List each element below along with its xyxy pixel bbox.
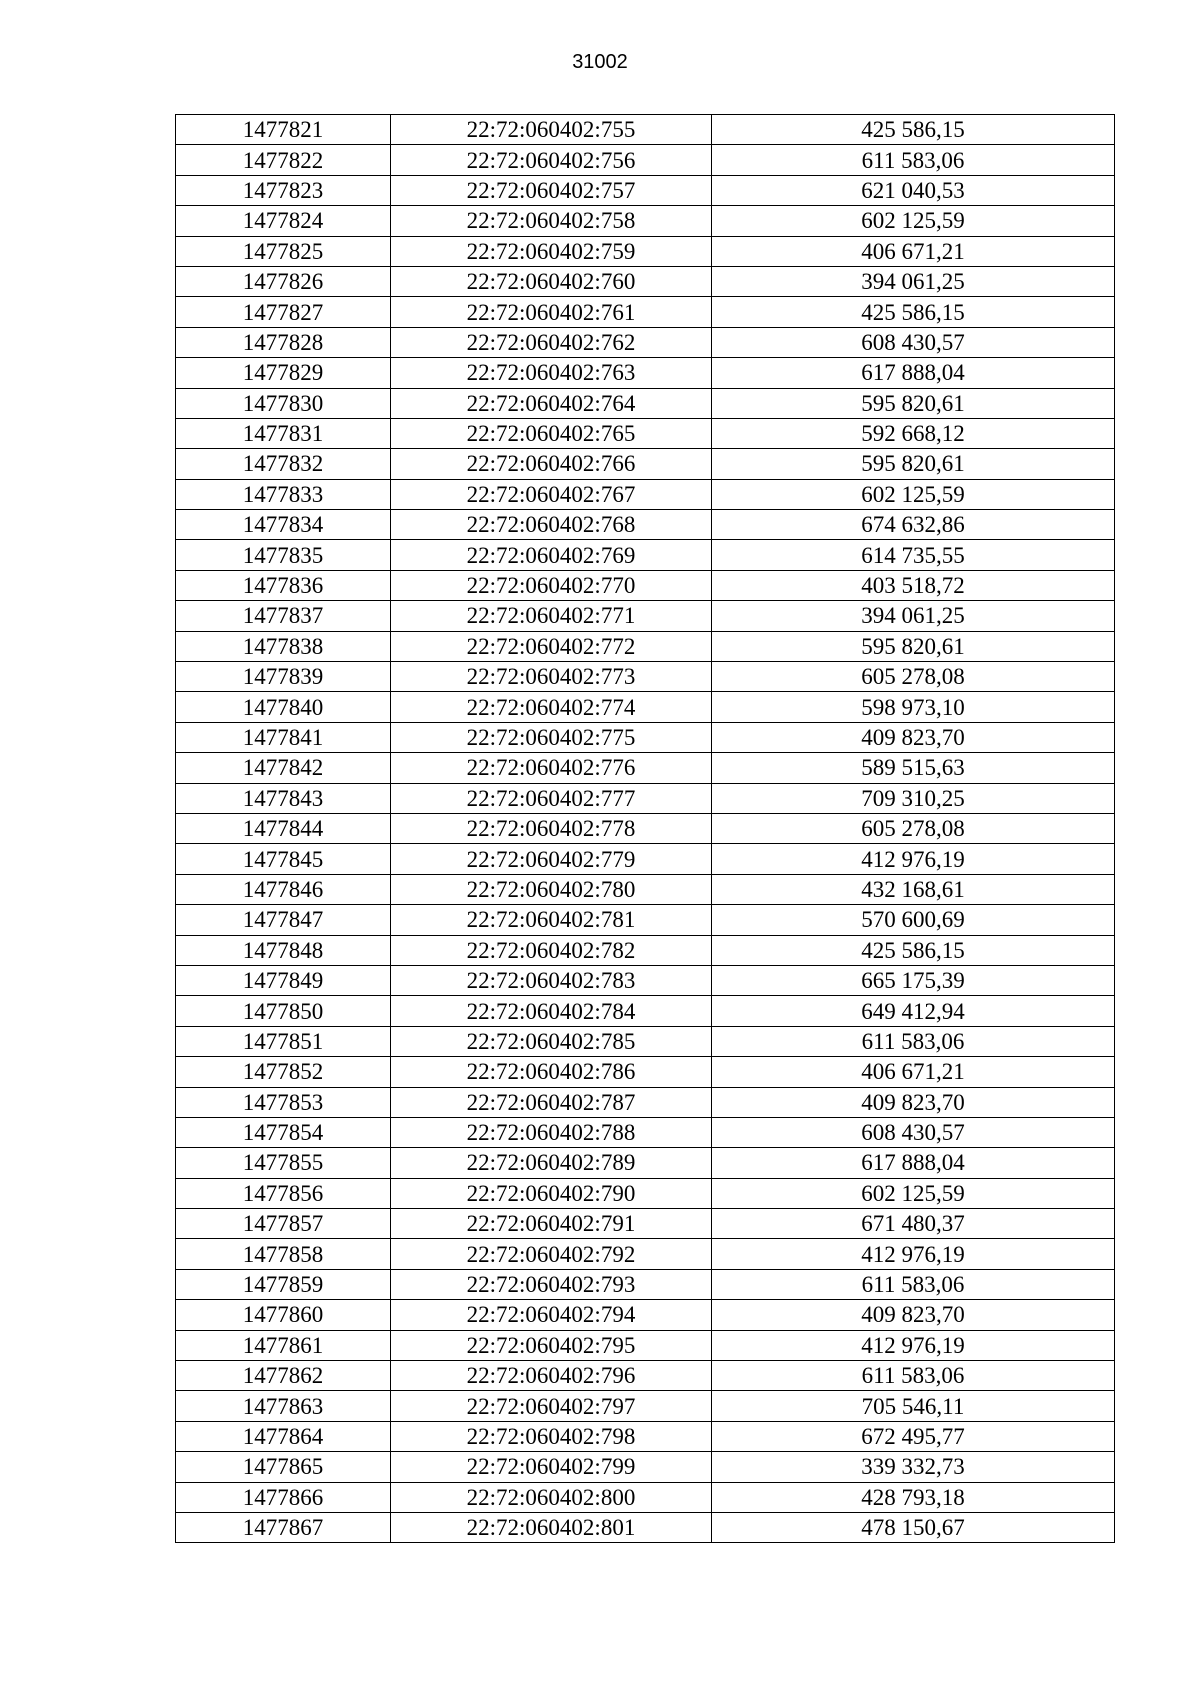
table-row <box>176 115 1115 145</box>
table-row <box>176 206 1115 236</box>
value-cell: 339 332,73 <box>712 1452 1115 1482</box>
cadastral-number-cell: 22:72:060402:778 <box>391 813 712 843</box>
table-row <box>176 753 1115 783</box>
value-cell: 672 495,77 <box>712 1421 1115 1451</box>
record-number-cell: 1477845 <box>176 844 391 874</box>
record-number-cell: 1477843 <box>176 783 391 813</box>
value-cell: 674 632,86 <box>712 510 1115 540</box>
value-cell: 595 820,61 <box>712 631 1115 661</box>
record-number-cell: 1477832 <box>176 449 391 479</box>
cadastral-number-cell: 22:72:060402:766 <box>391 449 712 479</box>
value-cell: 611 583,06 <box>712 145 1115 175</box>
cadastral-number-cell: 22:72:060402:771 <box>391 601 712 631</box>
table-row <box>176 145 1115 175</box>
value-cell: 589 515,63 <box>712 753 1115 783</box>
cadastral-number-cell: 22:72:060402:774 <box>391 692 712 722</box>
cadastral-number-cell: 22:72:060402:787 <box>391 1087 712 1117</box>
table-row <box>176 1330 1115 1360</box>
value-cell: 602 125,59 <box>712 1178 1115 1208</box>
cadastral-number-cell: 22:72:060402:780 <box>391 874 712 904</box>
table-row <box>176 1300 1115 1330</box>
record-number-cell: 1477859 <box>176 1269 391 1299</box>
record-number-cell: 1477833 <box>176 479 391 509</box>
record-number-cell: 1477842 <box>176 753 391 783</box>
value-cell: 406 671,21 <box>712 236 1115 266</box>
value-cell: 592 668,12 <box>712 418 1115 448</box>
value-cell: 649 412,94 <box>712 996 1115 1026</box>
cadastral-number-cell: 22:72:060402:762 <box>391 327 712 357</box>
value-cell: 665 175,39 <box>712 965 1115 995</box>
record-number-cell: 1477828 <box>176 327 391 357</box>
record-number-cell: 1477850 <box>176 996 391 1026</box>
cadastral-number-cell: 22:72:060402:757 <box>391 175 712 205</box>
value-cell: 394 061,25 <box>712 266 1115 296</box>
cadastral-number-cell: 22:72:060402:781 <box>391 905 712 935</box>
value-cell: 409 823,70 <box>712 722 1115 752</box>
cadastral-number-cell: 22:72:060402:797 <box>391 1391 712 1421</box>
record-number-cell: 1477863 <box>176 1391 391 1421</box>
value-cell: 611 583,06 <box>712 1361 1115 1391</box>
cadastral-number-cell: 22:72:060402:786 <box>391 1057 712 1087</box>
table-row <box>176 935 1115 965</box>
table-row <box>176 418 1115 448</box>
cadastral-number-cell: 22:72:060402:800 <box>391 1482 712 1512</box>
value-cell: 617 888,04 <box>712 358 1115 388</box>
record-number-cell: 1477866 <box>176 1482 391 1512</box>
table-row <box>176 479 1115 509</box>
record-number-cell: 1477865 <box>176 1452 391 1482</box>
cadastral-number-cell: 22:72:060402:796 <box>391 1361 712 1391</box>
table-row <box>176 1391 1115 1421</box>
table-row <box>176 266 1115 296</box>
cadastral-number-cell: 22:72:060402:772 <box>391 631 712 661</box>
value-cell: 409 823,70 <box>712 1300 1115 1330</box>
record-number-cell: 1477827 <box>176 297 391 327</box>
table-row <box>176 1209 1115 1239</box>
value-cell: 671 480,37 <box>712 1209 1115 1239</box>
record-number-cell: 1477829 <box>176 358 391 388</box>
cadastral-number-cell: 22:72:060402:760 <box>391 266 712 296</box>
table-row <box>176 175 1115 205</box>
record-number-cell: 1477825 <box>176 236 391 266</box>
table-row <box>176 449 1115 479</box>
value-cell: 412 976,19 <box>712 844 1115 874</box>
table-row <box>176 1087 1115 1117</box>
cadastral-number-cell: 22:72:060402:798 <box>391 1421 712 1451</box>
record-number-cell: 1477846 <box>176 874 391 904</box>
value-cell: 608 430,57 <box>712 1117 1115 1147</box>
value-cell: 614 735,55 <box>712 540 1115 570</box>
cadastral-number-cell: 22:72:060402:801 <box>391 1512 712 1542</box>
value-cell: 394 061,25 <box>712 601 1115 631</box>
table-row <box>176 601 1115 631</box>
cadastral-number-cell: 22:72:060402:799 <box>391 1452 712 1482</box>
table-row <box>176 1117 1115 1147</box>
cadastral-number-cell: 22:72:060402:792 <box>391 1239 712 1269</box>
table-row <box>176 1482 1115 1512</box>
cadastral-number-cell: 22:72:060402:783 <box>391 965 712 995</box>
cadastral-number-cell: 22:72:060402:793 <box>391 1269 712 1299</box>
value-cell: 570 600,69 <box>712 905 1115 935</box>
record-number-cell: 1477823 <box>176 175 391 205</box>
table-row <box>176 236 1115 266</box>
record-number-cell: 1477857 <box>176 1209 391 1239</box>
record-number-cell: 1477862 <box>176 1361 391 1391</box>
record-number-cell: 1477856 <box>176 1178 391 1208</box>
cadastral-number-cell: 22:72:060402:784 <box>391 996 712 1026</box>
record-number-cell: 1477853 <box>176 1087 391 1117</box>
record-number-cell: 1477855 <box>176 1148 391 1178</box>
value-cell: 412 976,19 <box>712 1330 1115 1360</box>
value-cell: 611 583,06 <box>712 1026 1115 1056</box>
record-number-cell: 1477837 <box>176 601 391 631</box>
table-row <box>176 1361 1115 1391</box>
table-row <box>176 844 1115 874</box>
record-number-cell: 1477854 <box>176 1117 391 1147</box>
record-number-cell: 1477852 <box>176 1057 391 1087</box>
cadastral-number-cell: 22:72:060402:785 <box>391 1026 712 1056</box>
table-row <box>176 540 1115 570</box>
cadastral-number-cell: 22:72:060402:759 <box>391 236 712 266</box>
cadastral-number-cell: 22:72:060402:789 <box>391 1148 712 1178</box>
page-number: 31002 <box>572 51 628 73</box>
table-row <box>176 297 1115 327</box>
cadastral-number-cell: 22:72:060402:790 <box>391 1178 712 1208</box>
cadastral-number-cell: 22:72:060402:761 <box>391 297 712 327</box>
cadastral-number-cell: 22:72:060402:782 <box>391 935 712 965</box>
table-row <box>176 905 1115 935</box>
record-number-cell: 1477860 <box>176 1300 391 1330</box>
record-number-cell: 1477848 <box>176 935 391 965</box>
value-cell: 602 125,59 <box>712 479 1115 509</box>
table-row <box>176 1057 1115 1087</box>
cadastral-number-cell: 22:72:060402:770 <box>391 570 712 600</box>
table-row <box>176 1512 1115 1542</box>
record-number-cell: 1477836 <box>176 570 391 600</box>
table-row <box>176 996 1115 1026</box>
value-cell: 621 040,53 <box>712 175 1115 205</box>
cadastral-number-cell: 22:72:060402:794 <box>391 1300 712 1330</box>
cadastral-number-cell: 22:72:060402:776 <box>391 753 712 783</box>
table-row <box>176 631 1115 661</box>
record-number-cell: 1477867 <box>176 1512 391 1542</box>
record-number-cell: 1477821 <box>176 115 391 145</box>
table-row <box>176 358 1115 388</box>
table-row <box>176 692 1115 722</box>
record-number-cell: 1477838 <box>176 631 391 661</box>
cadastral-number-cell: 22:72:060402:765 <box>391 418 712 448</box>
table-row <box>176 570 1115 600</box>
value-cell: 617 888,04 <box>712 1148 1115 1178</box>
value-cell: 412 976,19 <box>712 1239 1115 1269</box>
value-cell: 605 278,08 <box>712 662 1115 692</box>
value-cell: 425 586,15 <box>712 935 1115 965</box>
table-row <box>176 874 1115 904</box>
record-number-cell: 1477844 <box>176 813 391 843</box>
cadastral-number-cell: 22:72:060402:773 <box>391 662 712 692</box>
cadastral-number-cell: 22:72:060402:769 <box>391 540 712 570</box>
table-row <box>176 1421 1115 1451</box>
table-row <box>176 1148 1115 1178</box>
value-cell: 409 823,70 <box>712 1087 1115 1117</box>
value-cell: 595 820,61 <box>712 388 1115 418</box>
value-cell: 428 793,18 <box>712 1482 1115 1512</box>
record-number-cell: 1477849 <box>176 965 391 995</box>
record-number-cell: 1477847 <box>176 905 391 935</box>
table-row <box>176 388 1115 418</box>
value-cell: 406 671,21 <box>712 1057 1115 1087</box>
table-row <box>176 813 1115 843</box>
cadastral-number-cell: 22:72:060402:779 <box>391 844 712 874</box>
table-row <box>176 965 1115 995</box>
record-number-cell: 1477851 <box>176 1026 391 1056</box>
table-row <box>176 1026 1115 1056</box>
record-number-cell: 1477864 <box>176 1421 391 1451</box>
value-cell: 478 150,67 <box>712 1512 1115 1542</box>
cadastral-number-cell: 22:72:060402:767 <box>391 479 712 509</box>
value-cell: 403 518,72 <box>712 570 1115 600</box>
record-number-cell: 1477840 <box>176 692 391 722</box>
record-number-cell: 1477839 <box>176 662 391 692</box>
value-cell: 709 310,25 <box>712 783 1115 813</box>
cadastral-number-cell: 22:72:060402:758 <box>391 206 712 236</box>
data-table <box>175 114 1115 1543</box>
cadastral-number-cell: 22:72:060402:788 <box>391 1117 712 1147</box>
record-number-cell: 1477861 <box>176 1330 391 1360</box>
value-cell: 611 583,06 <box>712 1269 1115 1299</box>
cadastral-number-cell: 22:72:060402:755 <box>391 115 712 145</box>
table-row <box>176 1452 1115 1482</box>
record-number-cell: 1477858 <box>176 1239 391 1269</box>
cadastral-number-cell: 22:72:060402:768 <box>391 510 712 540</box>
record-number-cell: 1477831 <box>176 418 391 448</box>
record-number-cell: 1477824 <box>176 206 391 236</box>
value-cell: 598 973,10 <box>712 692 1115 722</box>
value-cell: 425 586,15 <box>712 297 1115 327</box>
table-row <box>176 662 1115 692</box>
table-row <box>176 1178 1115 1208</box>
table-row <box>176 722 1115 752</box>
cadastral-number-cell: 22:72:060402:791 <box>391 1209 712 1239</box>
cadastral-number-cell: 22:72:060402:777 <box>391 783 712 813</box>
value-cell: 605 278,08 <box>712 813 1115 843</box>
value-cell: 425 586,15 <box>712 115 1115 145</box>
record-number-cell: 1477830 <box>176 388 391 418</box>
cadastral-number-cell: 22:72:060402:763 <box>391 358 712 388</box>
record-number-cell: 1477826 <box>176 266 391 296</box>
table-row <box>176 327 1115 357</box>
cadastral-number-cell: 22:72:060402:775 <box>391 722 712 752</box>
value-cell: 705 546,11 <box>712 1391 1115 1421</box>
record-number-cell: 1477834 <box>176 510 391 540</box>
table-row <box>176 1239 1115 1269</box>
cadastral-number-cell: 22:72:060402:764 <box>391 388 712 418</box>
table-row <box>176 783 1115 813</box>
record-number-cell: 1477835 <box>176 540 391 570</box>
cadastral-number-cell: 22:72:060402:795 <box>391 1330 712 1360</box>
value-cell: 595 820,61 <box>712 449 1115 479</box>
cadastral-number-cell: 22:72:060402:756 <box>391 145 712 175</box>
value-cell: 602 125,59 <box>712 206 1115 236</box>
record-number-cell: 1477841 <box>176 722 391 752</box>
value-cell: 608 430,57 <box>712 327 1115 357</box>
value-cell: 432 168,61 <box>712 874 1115 904</box>
table-body <box>176 115 1115 1543</box>
record-number-cell: 1477822 <box>176 145 391 175</box>
table-row <box>176 510 1115 540</box>
table-row <box>176 1269 1115 1299</box>
